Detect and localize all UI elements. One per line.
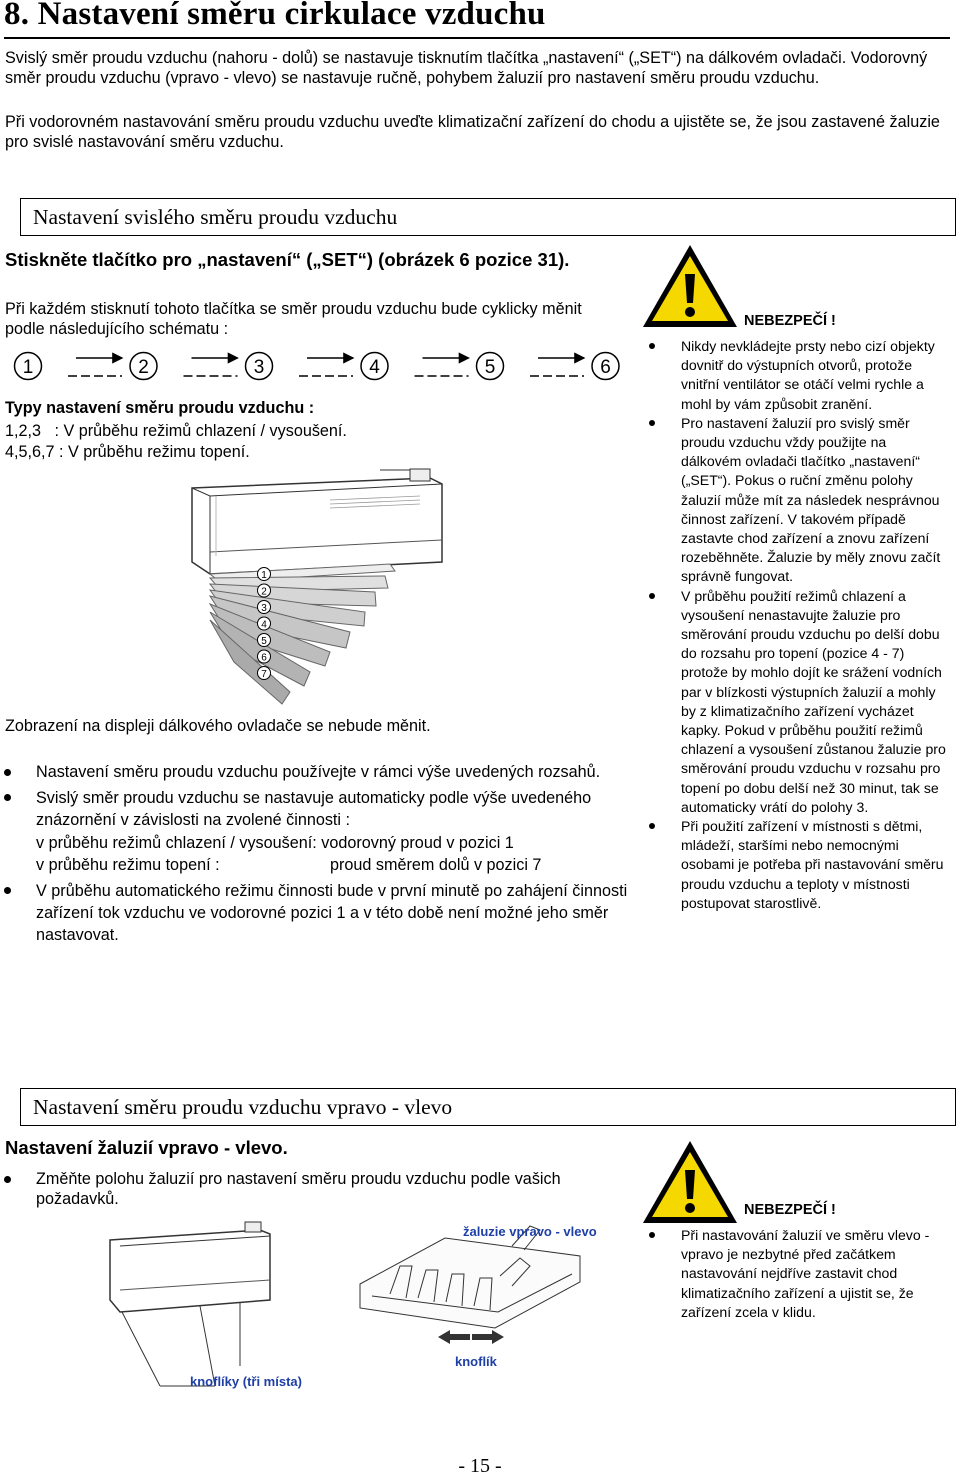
louver-position-number: 7 — [261, 669, 267, 680]
horizontal-louver-illustration — [100, 1216, 620, 1396]
vertical-bullets — [0, 762, 630, 946]
bullet-change-louvers: Změňte polohu žaluzií pro nastavení směru proudu vzduchu podle vašich požadavků. — [0, 1169, 600, 1209]
louver-position-number: 1 — [261, 570, 267, 581]
label-knob: knoflík — [455, 1354, 497, 1369]
cycle-number: 3 — [253, 357, 265, 378]
cycle-scheme-diagram — [0, 345, 640, 387]
type-cooling: 1,2,3 : V průběhu režimů chlazení / vysoušení. — [5, 422, 347, 440]
page-title: 8. Nastavení směru cirkulace vzduchu — [4, 0, 546, 32]
warning-1-item: Při použití zařízení v místnosti s dětmi, mládeží, staršími nebo nemocnými osobami je potřeba při nastavování směru proudu vzduchu a teploty v místnosti postupovat starostlivě. — [644, 817, 950, 913]
display-note: Zobrazení na displeji dálkového ovladače se nebude měnit. — [5, 717, 431, 735]
type-heating: 4,5,6,7 : V průběhu režimu topení. — [5, 443, 250, 461]
louver-position-number: 6 — [261, 652, 267, 664]
page-number: - 15 - — [458, 1455, 502, 1477]
louver-position-number: 5 — [261, 636, 267, 647]
auto-row-heating: v průběhu režimu topení : proud směrem dolů v pozici 7 — [36, 856, 542, 874]
warning-1-item: Pro nastavení žaluzií pro svislý směr proudu vzduchu vždy použijte na dálkovém ovladači tlačítko „nastavení“ („SET“). Pokus o ruční změnu polohy žaluzií může mít za následek nesprávnou činnost zařízení. V takovém případě zastavte chod zařízení a znovu zařízení rozeběhněte. Žaluzie by měly znovu začít správně fungovat. — [644, 414, 950, 587]
section-heading-horizontal: Nastavení směru proudu vzduchu vpravo - vlevo — [20, 1088, 956, 1126]
horizontal-subheading: Nastavení žaluzií vpravo - vlevo. — [5, 1137, 288, 1158]
types-heading: Typy nastavení směru proudu vzduchu : — [5, 399, 315, 417]
instruction-text: Stiskněte tlačítko pro „nastavení“ („SET“) (obrázek 6 pozice 31). — [5, 249, 570, 270]
title-rule — [4, 37, 950, 39]
cycle-description: Při každém stisknutí tohoto tlačítka se směr proudu vzduchu bude cyklicky měnit podle následujícího schématu : — [5, 300, 582, 338]
louver-position-number: 2 — [261, 586, 267, 598]
warning-triangle-icon-2 — [640, 1138, 740, 1226]
cycle-number: 5 — [484, 357, 496, 378]
louver-positions-illustration — [180, 466, 450, 712]
warning-title-2: NEBEZPEČÍ ! — [744, 1202, 836, 1218]
intro-paragraph-1: Svislý směr proudu vzduchu (nahoru - dolů) se nastavuje tisknutím tlačítka „nastavení“ („SET“) na dálkovém ovladači. Vodorovný směr proudu vzduchu (vpravo - vlevo) se nastavuje ručně, pohybem žaluzií pro nastavení směru proudu vzduchu. — [5, 49, 928, 87]
section-heading-vertical: Nastavení svislého směru proudu vzduchu — [20, 198, 956, 236]
warning-1-item: Nikdy nevkládejte prsty nebo cizí objekty dovnitř do výstupních otvorů, protože vnitřní ventilátor se otáčí velmi rychle a mohl by vám způsobit zranění. — [644, 337, 950, 414]
horizontal-bullets — [0, 1169, 600, 1209]
warning-title-1: NEBEZPEČÍ ! — [744, 313, 836, 329]
auto-row-cooling: v průběhu režimů chlazení / vysoušení: vodorovný proud v pozici 1 — [36, 834, 514, 852]
louver-position-number: 4 — [261, 619, 267, 631]
label-louvers: žaluzie vpravo - vlevo — [463, 1224, 597, 1239]
cycle-number: 1 — [22, 357, 34, 378]
bullet-auto-mode: V průběhu automatického režimu činnosti bude v první minutě po zahájení činnosti zařízení tok vzduchu ve vodorovné pozici 1 a v této době není možné jeho směr nastavovat. — [0, 880, 630, 946]
bullet-ranges: Nastavení směru proudu vzduchu používejte v rámci výše uvedených rozsahů. — [0, 762, 630, 782]
cycle-number: 6 — [600, 357, 611, 378]
warning-list-1 — [644, 337, 950, 913]
warning-2-item: Při nastavování žaluzií ve směru vlevo - vpravo je nezbytné před začátkem nastavování nejdříve zastavit chod klimatizačního zařízení a ujistit se, že zařízení zcela v klidu. — [644, 1226, 950, 1322]
bullet-auto-direction: Svislý směr proudu vzduchu se nastavuje automaticky podle výše uvedeného znázornění v závislosti na zvolené činnosti : v průběhu režimů chlazení / vysoušení: vodorovný proud v pozici 1 v průběhu režimu topení : proud směrem dolů v pozici 7 — [0, 787, 630, 876]
warning-list-2 — [644, 1226, 950, 1322]
warning-triangle-icon — [640, 242, 740, 330]
louver-position-number: 3 — [261, 603, 267, 614]
warning-1-item: V průběhu použití režimů chlazení a vysoušení nenastavujte žaluzie pro směrování proudu vzduchu po delší dobu do rozsahu pro topení (pozice 4 - 7) protože by mohlo dojít ke srážení vodních par v blízkosti výstupních žaluzií a mohly by z klimatizačního zařízení vycházet kapky. Pokud v průběhu použití režimů chlazení a vysoušení zůstanou žaluzie pro směrování proudu vzduchu v rozsahu pro topení po dobu delší než 30 minut, tak se automaticky vrátí do polohy 3. — [644, 587, 950, 817]
cycle-number: 2 — [138, 357, 149, 378]
cycle-number: 4 — [369, 357, 380, 378]
label-knobs: knoflíky (tři místa) — [190, 1374, 302, 1389]
intro-paragraph-2: Při vodorovném nastavování směru proudu vzduchu uveďte klimatizační zařízení do chodu a ujistěte se, že jsou zastavené žaluzie pro svislé nastavování směru vzduchu. — [5, 113, 940, 151]
